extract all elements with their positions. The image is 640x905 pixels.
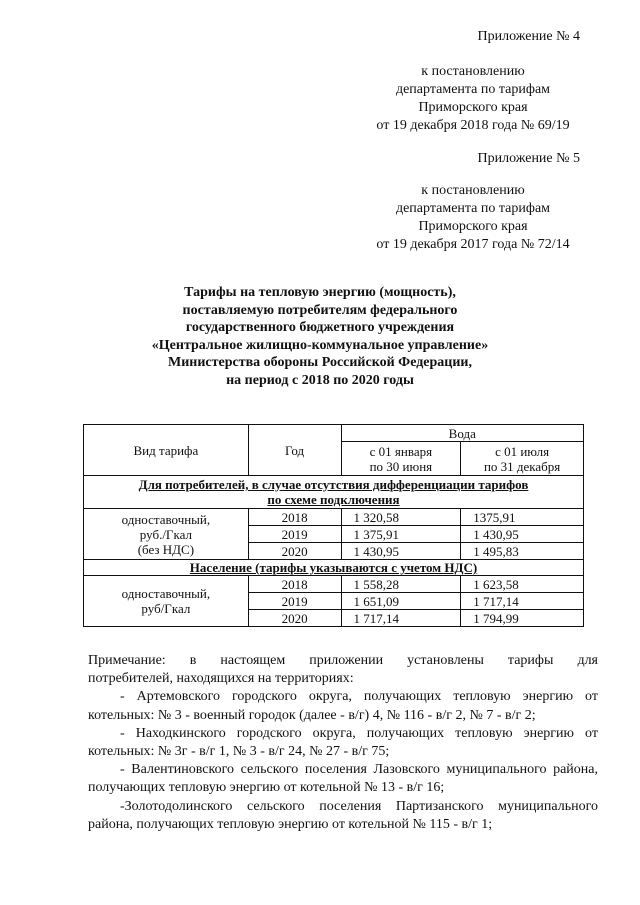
- note-item: - Валентиновского сельского поселения Лазовского муниципального района, получающих тепловую энергию от котельной № 13 - в/г 16;: [88, 762, 598, 796]
- year-cell: 2018: [248, 576, 341, 593]
- value-cell: 1 623,58: [461, 576, 584, 593]
- note-item: - Артемовского городского округа, получающих тепловую энергию от котельных: № 3 - военный городок (далее - в/г) 4, № 116 - в/г 2, № 7 - в/г 2;: [88, 689, 598, 723]
- section-heading-non-differentiated: [84, 476, 584, 509]
- header-period-2: [461, 442, 584, 476]
- note-intro-line: Примечание: в настоящем приложении установлены тарифы для: [88, 653, 598, 668]
- value-cell: 1 495,83: [461, 543, 584, 560]
- title-line: Министерства обороны Российской Федерации,: [167, 355, 472, 370]
- document-title: [95, 284, 545, 389]
- value-cell: 1 717,14: [341, 610, 461, 627]
- tariff-label-line: одноставочный,: [121, 511, 211, 527]
- section-1-line: по схеме подключения: [267, 492, 400, 507]
- section-heading-population: Население (тарифы указываются с учетом НДС): [84, 560, 584, 576]
- appendix-5-line: от 19 декабря 2017 года № 72/14: [376, 237, 570, 252]
- appendix-5-line: Приморского края: [418, 219, 528, 234]
- appendix-4-line: Приморского края: [418, 100, 528, 115]
- header-water: Вода: [341, 425, 584, 442]
- title-line: государственного бюджетного учреждения: [185, 320, 455, 335]
- period-1-to: по 30 июня: [369, 458, 433, 474]
- header-period-1: [341, 442, 461, 476]
- note-intro: [88, 652, 598, 688]
- appendix-5-reference: [350, 182, 596, 254]
- year-cell: 2020: [248, 543, 341, 560]
- appendix-4-title: [430, 28, 580, 46]
- appendix-4-reference: [350, 63, 596, 135]
- tariff-label-line: руб./Гкал: [139, 526, 192, 542]
- year-cell: 2019: [248, 593, 341, 610]
- period-2-from: с 01 июля: [495, 443, 550, 459]
- value-cell: 1375,91: [461, 509, 584, 526]
- value-cell: 1 717,14: [461, 593, 584, 610]
- header-year: Год: [248, 425, 341, 476]
- tariff-table: [83, 424, 584, 627]
- appendix-5-line: к постановлению: [421, 183, 525, 198]
- value-cell: 1 794,99: [461, 610, 584, 627]
- period-1-from: с 01 января: [369, 443, 433, 459]
- title-line: «Центральное жилищно-коммунальное управление»: [151, 337, 489, 353]
- tariff-label-line: руб/Гкал: [141, 601, 191, 616]
- title-line: поставляемую потребителям федерального: [182, 302, 458, 318]
- year-cell: 2018: [248, 509, 341, 526]
- title-line: Тарифы на тепловую энергию (мощность),: [184, 285, 456, 300]
- tariff-label-line: одноставочный,: [121, 586, 211, 601]
- note-section: [88, 652, 598, 834]
- period-2-to: по 31 декабря: [483, 458, 561, 474]
- section-1-line: Для потребителей, в случае отсутствия дифференциации тарифов: [138, 477, 529, 492]
- tariff-label-line: (без НДС): [137, 541, 195, 557]
- value-cell: 1 651,09: [341, 593, 461, 610]
- note-item: - Находкинского городского округа, получающих тепловую энергию от котельных: № 3г - в/г 1, № 3 - в/г 24, № 27 - в/г 75;: [88, 725, 598, 760]
- value-cell: 1 430,95: [461, 526, 584, 543]
- appendix-5-line: департамента по тарифам: [395, 201, 551, 216]
- value-cell: 1 375,91: [341, 526, 461, 543]
- appendix-4-label: Приложение № 4: [477, 29, 580, 44]
- value-cell: 1 430,95: [341, 543, 461, 560]
- appendix-5-label: Приложение № 5: [477, 151, 580, 166]
- tariff-label-group-1: [84, 509, 249, 560]
- header-tariff-type: Вид тарифа: [84, 425, 249, 476]
- year-cell: 2020: [248, 610, 341, 627]
- value-cell: 1 320,58: [341, 509, 461, 526]
- appendix-4-line: департамента по тарифам: [395, 82, 551, 97]
- tariff-label-group-2: [84, 576, 249, 627]
- appendix-4-line: к постановлению: [421, 64, 525, 79]
- value-cell: 1 558,28: [341, 576, 461, 593]
- note-intro-line: потребителей, находящихся на территориях:: [88, 671, 354, 687]
- year-cell: 2019: [248, 526, 341, 543]
- appendix-4-line: от 19 декабря 2018 года № 69/19: [376, 118, 570, 133]
- note-item: -Золотодолинского сельского поселения Партизанского муниципального района, получающих тепловую энергию от котельной № 115 - в/г 1;: [88, 798, 598, 832]
- appendix-5-title: [430, 150, 580, 168]
- title-line: на период с 2018 по 2020 годы: [226, 372, 414, 388]
